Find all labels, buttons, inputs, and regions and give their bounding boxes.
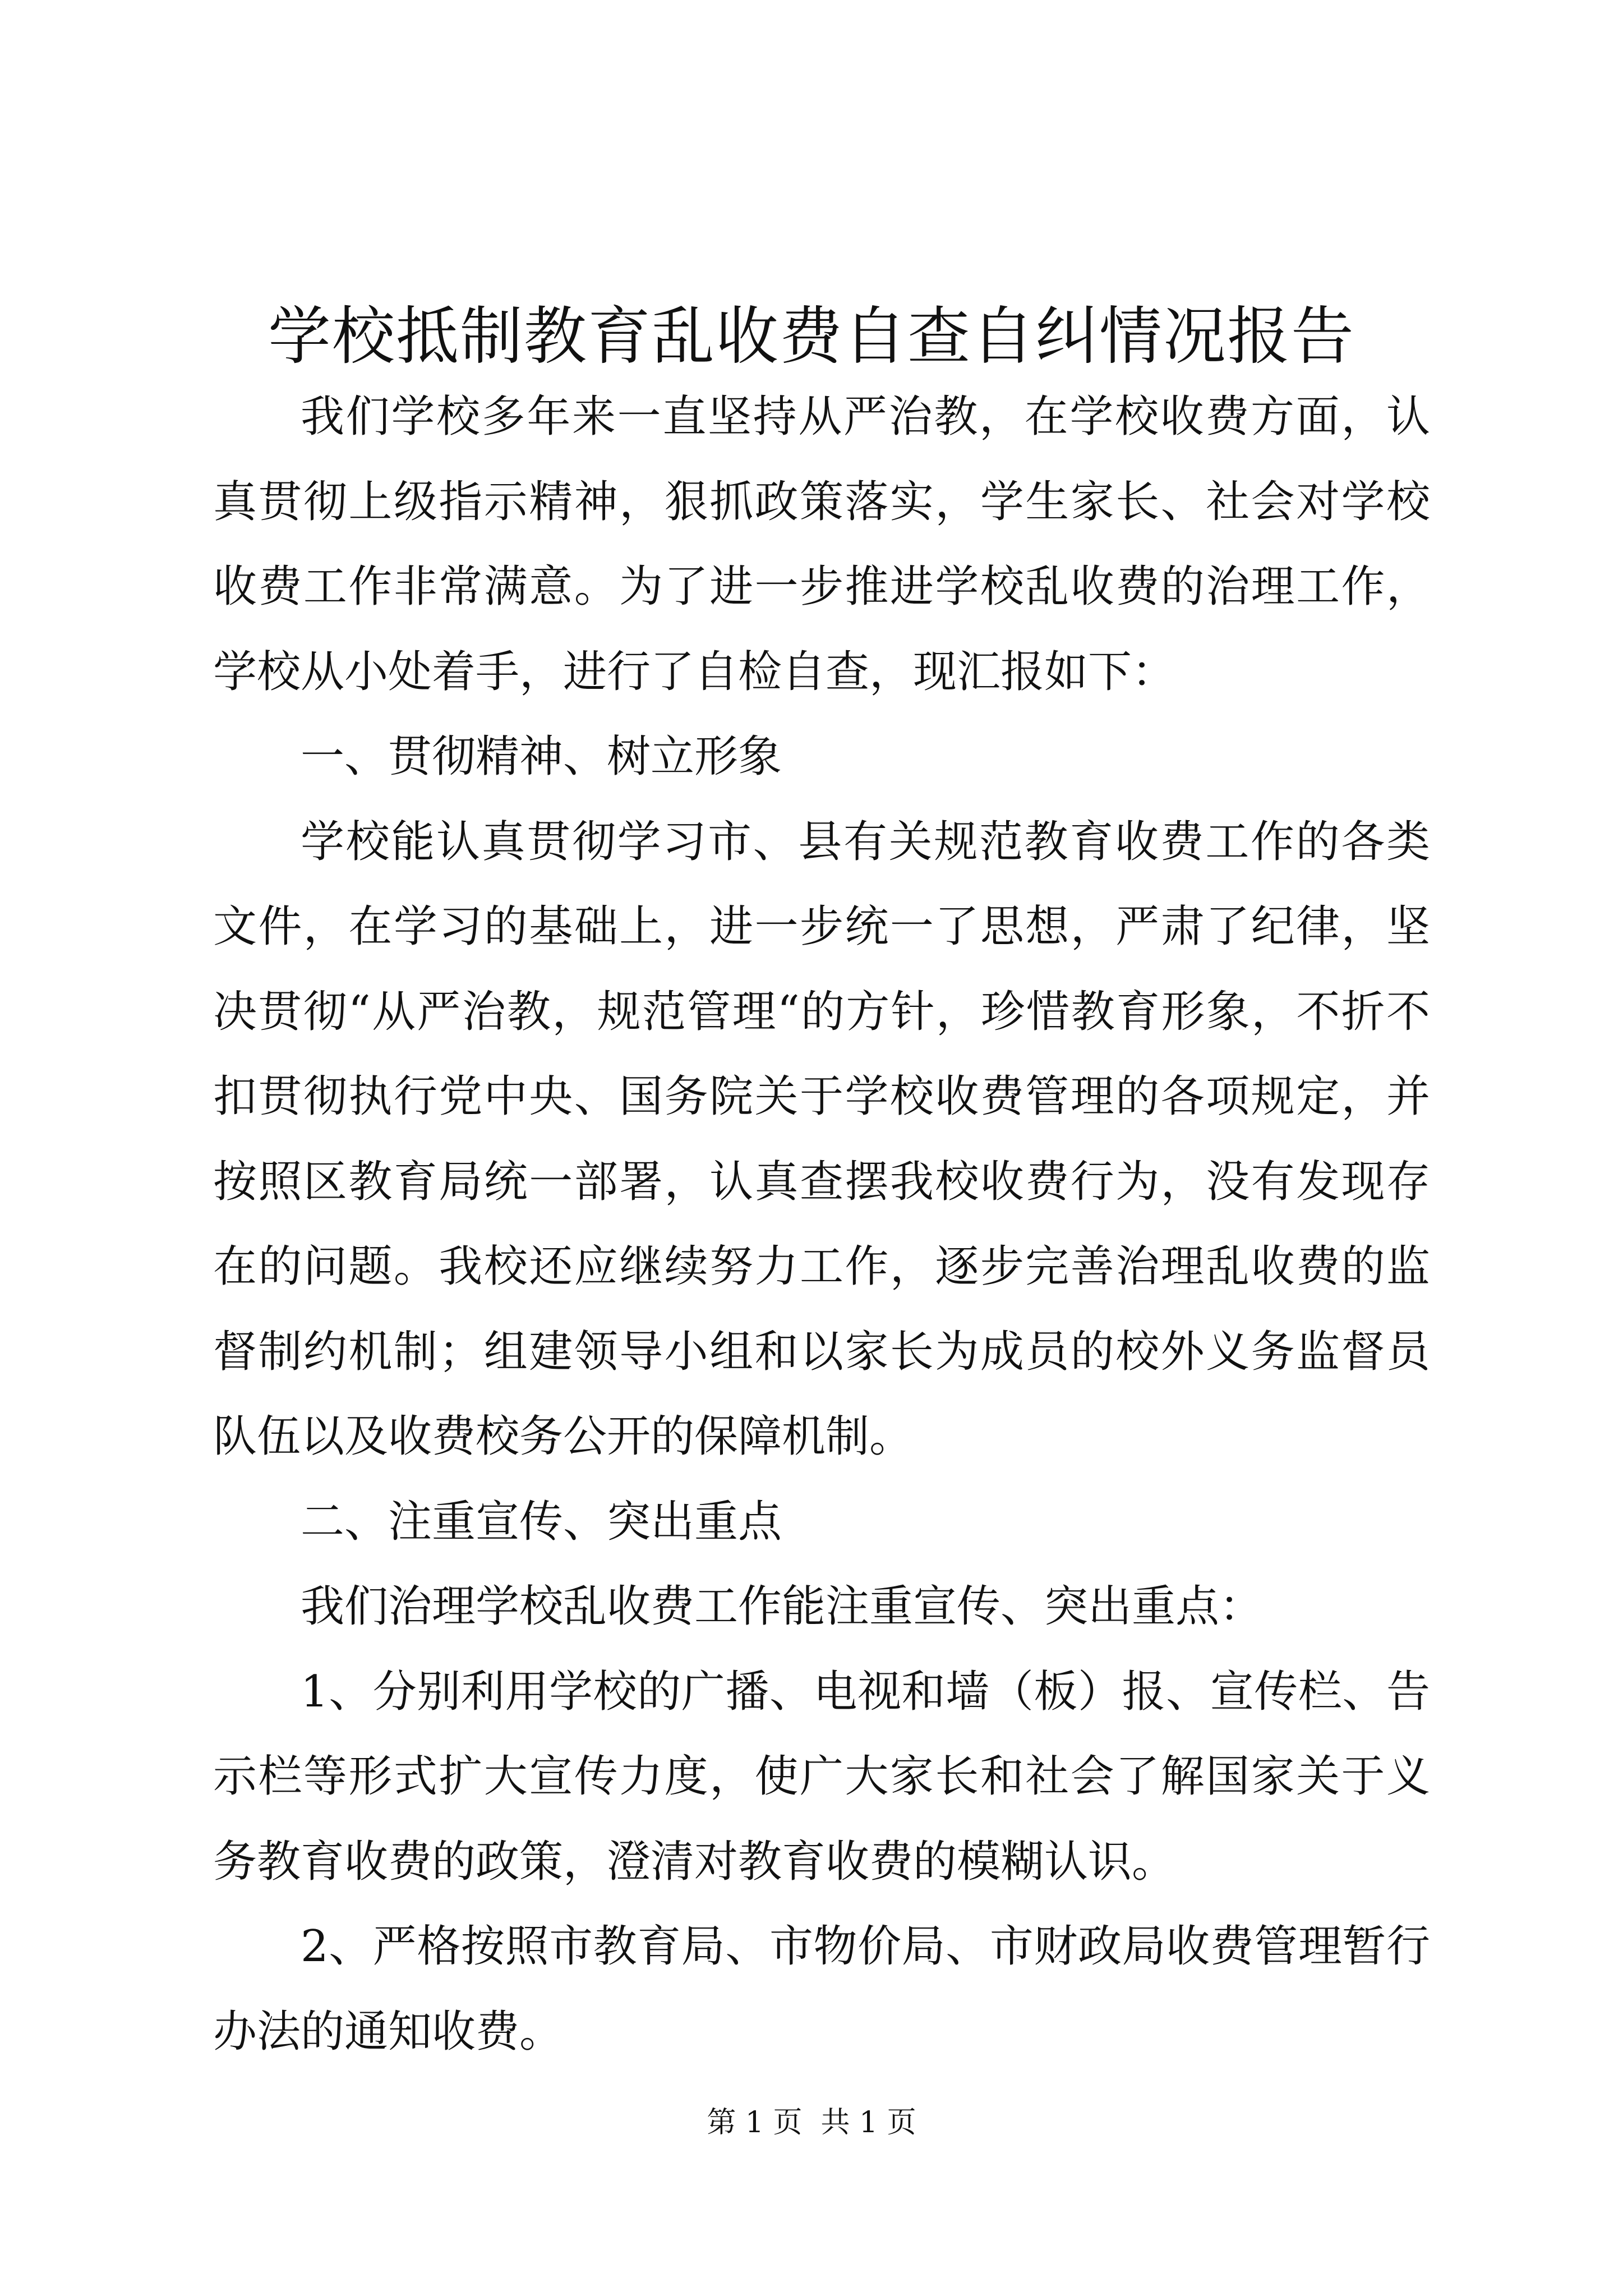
section-2-intro-paragraph: 我们治理学校乱收费工作能注重宣传、突出重点： (301, 1581, 1264, 1632)
document-title: 学校抵制教育乱收费自查自纠情况报告 (268, 300, 1355, 373)
section-1-paragraph: 学校能认真贯彻学习市、县有关规范教育收费工作的各类文件，在学习的基础上，进一步统一了思想，严肃了纪律，坚决贯彻“从严治教，规范管理“的方针，珍惜教育形象，不折不扣贯彻执行党中央、国务院关于学校收费管理的各项规定，并按照区教育局统一部署，认真查摆我校收费行为，没有发现存在的问题。我校还应继续努力工作，逐步完善治理乱收费的监督制约机制；组建领导小组和以家长为成员的校外义务监督员队伍以及收费校务公开的保障机制。 (213, 816, 1430, 1462)
section-heading-1: 一、贯彻精神、树立形象 (301, 731, 782, 782)
intro-paragraph: 我们学校多年来一直坚持从严治教，在学校收费方面，认真贯彻上级指示精神，狠抓政策落实，学生家长、社会对学校收费工作非常满意。为了进一步推进学校乱收费的治理工作，学校从小处着手，进行了自检自查，现汇报如下： (213, 392, 1430, 697)
page-number-footer: 第 1 页 共 1 页 (707, 2106, 916, 2139)
document-body (213, 375, 1430, 2074)
list-item-1: 1、分别利用学校的广播、电视和墙（板）报、宣传栏、告示栏等形式扩大宣传力度，使广大家长和社会了解国家关于义务教育收费的政策，澄清对教育收费的模糊认识。 (213, 1666, 1430, 1887)
section-heading-2: 二、注重宣传、突出重点 (301, 1496, 782, 1547)
list-item-2: 2、严格按照市教育局、市物价局、市财政局收费管理暂行办法的通知收费。 (213, 1921, 1430, 2057)
